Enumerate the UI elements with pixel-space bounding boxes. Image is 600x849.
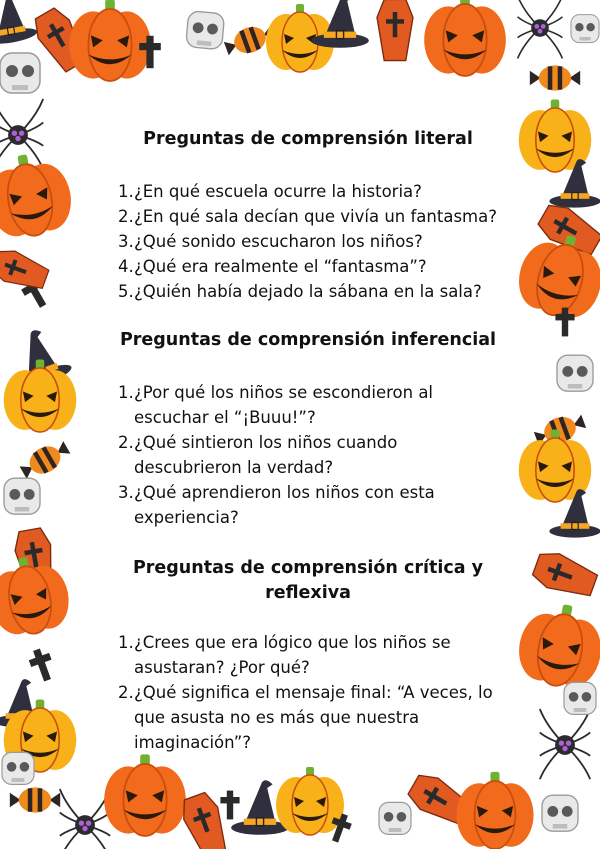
pumpkin-icon — [514, 598, 600, 693]
worksheet-content — [108, 122, 508, 755]
section-title-literal: Preguntas de comprensión literal — [143, 129, 473, 149]
pumpkin-icon — [104, 754, 186, 836]
pumpkin-icon — [456, 772, 533, 849]
skull-icon — [2, 752, 34, 784]
coffin-icon — [377, 0, 413, 61]
pumpkin-icon — [0, 148, 76, 243]
question-list-literal — [108, 179, 508, 304]
skull-icon — [542, 795, 578, 831]
candy-icon — [530, 65, 580, 90]
spider-icon — [540, 709, 590, 779]
skull-icon — [0, 53, 40, 93]
question-list-critica — [108, 630, 508, 755]
question-list-inferencial — [108, 380, 508, 530]
list-item: 3. ¿Qué aprendieron los niños con esta experiencia? — [118, 483, 435, 527]
skull-icon — [564, 682, 596, 714]
list-item: 5. ¿Quién había dejado la sábana en la sala? — [118, 282, 482, 301]
skull-icon — [186, 11, 225, 50]
list-item: 1. ¿Por qué los niños se escondieron al escuchar el “¡Buuu!”? — [118, 383, 434, 427]
pumpkin-icon — [276, 767, 344, 835]
list-item: 2. ¿Qué significa el mensaje final: “A veces, lo que asusta no es más que nuestra imaginación”? — [118, 683, 493, 752]
witch-hat-icon — [0, 0, 38, 47]
skull-icon — [571, 15, 599, 43]
coffin-icon — [0, 246, 51, 295]
list-item: 1. ¿En qué escuela ocurre la historia? — [118, 182, 422, 201]
list-item: 1. ¿Crees que era lógico que los niños se asustaran? ¿Por qué? — [118, 633, 451, 677]
skull-icon — [557, 355, 593, 391]
list-item: 3. ¿Qué sonido escucharon los niños? — [118, 232, 423, 251]
candy-icon — [17, 436, 73, 483]
coffin-icon — [530, 548, 600, 603]
list-item: 2. ¿Qué sintieron los niños cuando descubrieron la verdad? — [118, 433, 398, 477]
pumpkin-icon — [69, 0, 151, 81]
spider-icon — [60, 789, 110, 849]
list-item: 4. ¿Qué era realmente el “fantasma”? — [118, 257, 427, 276]
spider-icon — [518, 0, 563, 58]
section-title-inferencial: Preguntas de comprensión inferencial — [119, 330, 497, 350]
skull-icon — [4, 478, 40, 514]
cross-icon — [26, 646, 57, 684]
cross-icon — [220, 791, 239, 820]
section-title-critica: Preguntas de comprensión crítica y reflexiva — [132, 558, 484, 603]
list-item: 2. ¿En qué sala decían que vivía un fantasma? — [118, 207, 497, 226]
pumpkin-icon — [424, 0, 506, 76]
skull-icon — [379, 802, 411, 834]
candy-icon — [10, 787, 60, 812]
